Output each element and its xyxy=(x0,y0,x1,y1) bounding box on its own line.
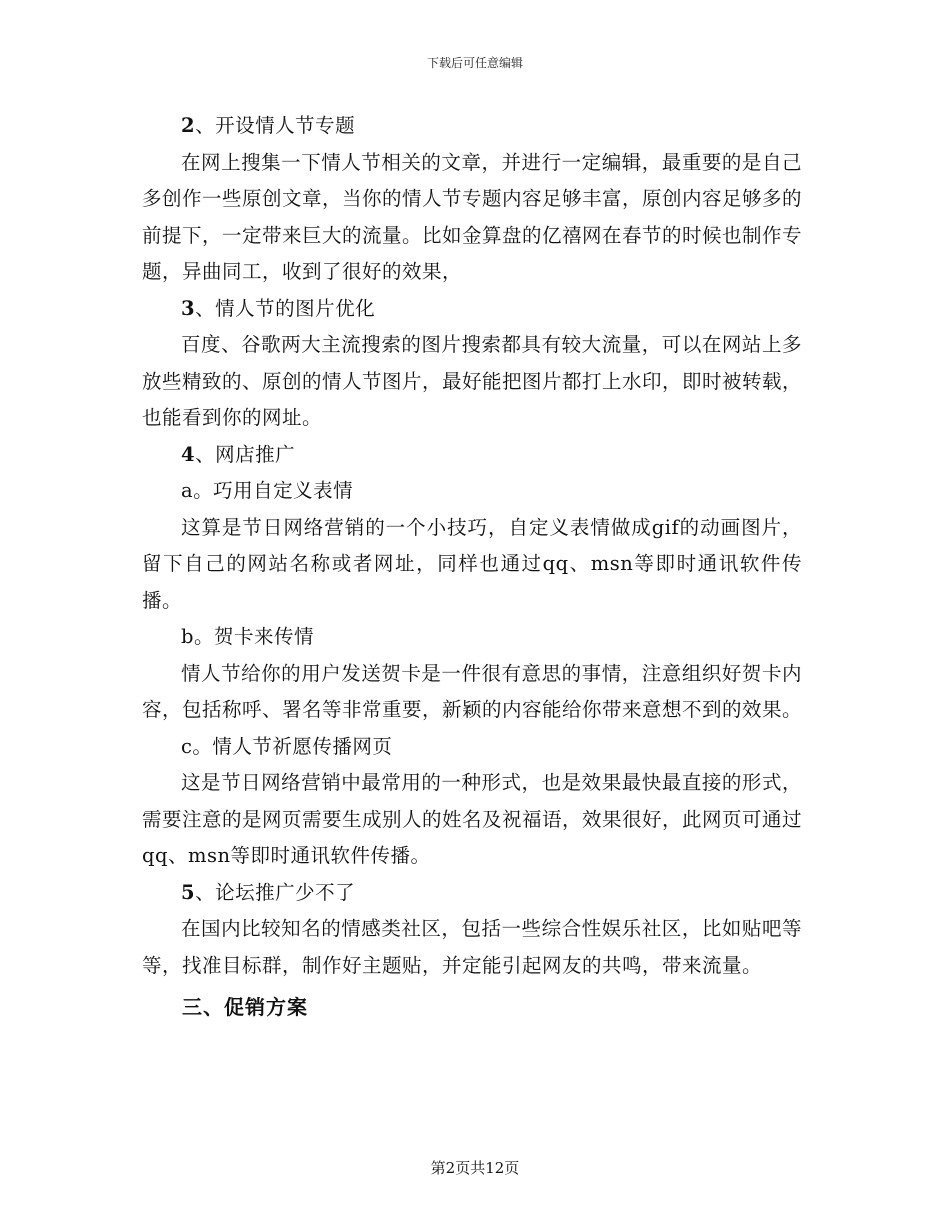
document-body xyxy=(142,108,802,1030)
subheading-a: a。巧用自定义表情 xyxy=(181,479,354,502)
paragraph-wish-page: 这是节日网络营销中最常用的一种形式，也是效果最快最直接的形式，需要注意的是网页需要生成别人的姓名及祝福语，效果很好，此网页可通过qq、msn等即时通讯软件传播。 xyxy=(142,771,803,867)
section-heading-4: 4、网店推广 xyxy=(181,442,296,466)
paragraph-emoticons: 这算是节日网络营销的一个小技巧，自定义表情做成gif的动画图片，留下自己的网站名称或者网址，同样也通过qq、msn等即时通讯软件传播。 xyxy=(142,515,802,612)
major-heading-promotion: 三、促销方案 xyxy=(182,995,308,1019)
paragraph-forum: 在国内比较知名的情感类社区，包括一些综合性娱乐社区，比如贴吧等等，找准目标群，制作好主题贴，并定能引起网友的共鸣，带来流量。 xyxy=(142,917,802,977)
section-heading-3: 3、情人节的图片优化 xyxy=(181,296,376,320)
section-heading-5: 5、论坛推广少不了 xyxy=(181,880,356,904)
header-note: 下载后可任意编辑 xyxy=(426,56,523,70)
paragraph-cards: 情人节给你的用户发送贺卡是一件很有意思的事情，注意组织好贺卡内容，包括称呼、署名等非常重要，新颖的内容能给你带来意想不到的效果。 xyxy=(142,661,803,721)
paragraph-images: 百度、谷歌两大主流搜索的图片搜索都具有较大流量，可以在网站上多放些精致的、原创的情人节图片，最好能把图片都打上水印，即时被转载，也能看到你的网址。 xyxy=(142,333,803,429)
subheading-b: b。贺卡来传情 xyxy=(181,625,314,648)
page-number: 第2页共12页 xyxy=(430,1159,520,1177)
paragraph-topic: 在网上搜集一下情人节相关的文章，并进行一定编辑，最重要的是自己多创作一些原创文章，当你的情人节专题内容足够丰富，原创内容足够多的前提下，一定带来巨大的流量。比如金算盘的亿禧网在春节的时候也制作专题，异曲同工，收到了很好的效果， xyxy=(142,150,803,283)
section-heading-2: 2、开设情人节专题 xyxy=(181,114,356,137)
subheading-c: c。情人节祈愿传播网页 xyxy=(181,734,393,758)
